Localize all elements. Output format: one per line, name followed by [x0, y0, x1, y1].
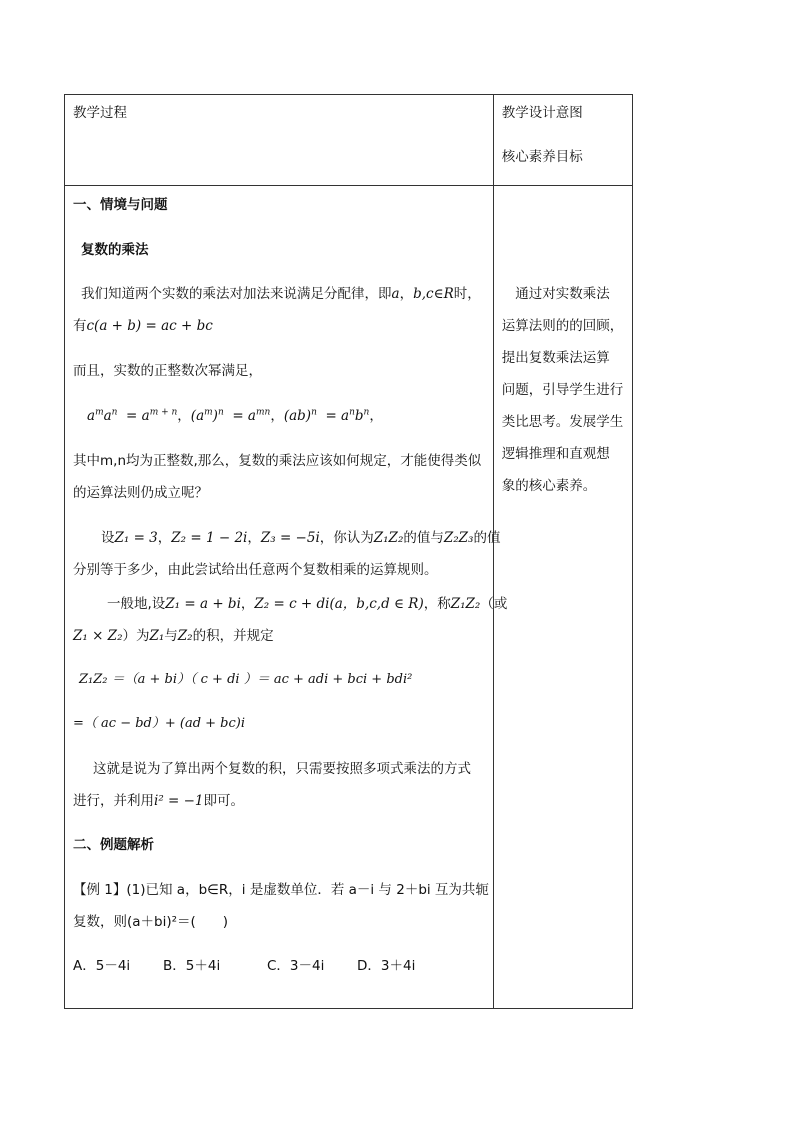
- paragraph-summary-1: 这就是说为了算出两个复数的积，只需要按照多项式乘法的方式: [93, 761, 471, 777]
- paragraph-distributive-formula: 有c(a + b) = ac + bc: [73, 318, 213, 334]
- example1-option-d: D．3＋4i: [357, 958, 416, 974]
- intent-line: 通过对实数乘法: [501, 286, 610, 302]
- example1-option-a: A．5－4i: [73, 958, 131, 974]
- example1-line1: 【例 1】(1)已知 a，b∈R，i 是虚数单位．若 a－i 与 2＋bi 互为共轭: [73, 882, 489, 898]
- paragraph-example-values: 设Z₁ = 3，Z₂ = 1 − 2i，Z₃ = −5i，你认为Z₁Z₂的值与Z₂Z₃的值: [101, 530, 501, 546]
- header-cell-process: [65, 95, 494, 186]
- paragraph-question-1: 其中m,n均为正整数,那么，复数的乘法应该如何规定，才能使得类似: [73, 453, 482, 469]
- intent-line: 运算法则的的回顾，: [501, 318, 624, 334]
- intent-cell: [493, 186, 632, 1009]
- paragraph-definition-1: 一般地,设Z₁ = a + bi，Z₂ = c + di(a，b,c,d ∈ R)，称Z₁Z₂（或: [107, 596, 508, 612]
- paragraph-powers-intro: 而且，实数的正整数次幂满足，: [73, 363, 262, 379]
- header-process-title: 教学过程: [73, 105, 127, 121]
- paragraph-example-question: 分别等于多少，由此尝试给出任意两个复数相乘的运算规则。: [73, 562, 438, 578]
- header-intent-title: 教学设计意图: [501, 105, 583, 121]
- paragraph-summary-2: 进行，并利用i² = −1即可。: [73, 793, 245, 809]
- paragraph-distributive: 我们知道两个实数的乘法对加法来说满足分配律，即a，b,c∈R时，: [81, 286, 481, 302]
- formula-power-rules: $a^ma^n = a^{m + n}$，$(a^m)^n = a^{mn}$，$(ab)^n = a^nb^n$，: [87, 407, 383, 424]
- content-cell: [65, 186, 508, 1009]
- section1-title: 一、情境与问题: [73, 197, 168, 213]
- header-literacy-title: 核心素养目标: [501, 149, 583, 165]
- intent-line: 类比思考。发展学生: [501, 414, 624, 430]
- intent-line: 象的核心素养。: [501, 478, 597, 494]
- formula-product-expansion: Z₁Z₂ ＝（a + bi）（ c + di ）＝ ac + adi + bci + bdi²: [79, 672, 413, 687]
- intent-line: 提出复数乘法运算: [501, 350, 610, 366]
- formula-product-result: =（ ac − bd）+ (ad + bc)i: [73, 716, 246, 731]
- paragraph-definition-2: Z₁ × Z₂）为Z₁与Z₂的积，并规定: [73, 628, 274, 644]
- example1-option-b: B．5＋4i: [163, 958, 221, 974]
- section1-subtitle: 复数的乘法: [81, 242, 149, 258]
- example1-option-c: C．3－4i: [267, 958, 325, 974]
- header-cell-intent: [493, 95, 632, 186]
- section2-title: 二、例题解析: [73, 837, 154, 853]
- example1-line2: 复数，则(a＋bi)²＝( ): [73, 914, 229, 930]
- paragraph-question-2: 的运算法则仍成立呢？: [73, 485, 208, 501]
- lesson-table: [64, 94, 633, 1009]
- intent-line: 问题，引导学生进行: [501, 382, 624, 398]
- intent-line: 逻辑推理和直观想: [501, 446, 610, 462]
